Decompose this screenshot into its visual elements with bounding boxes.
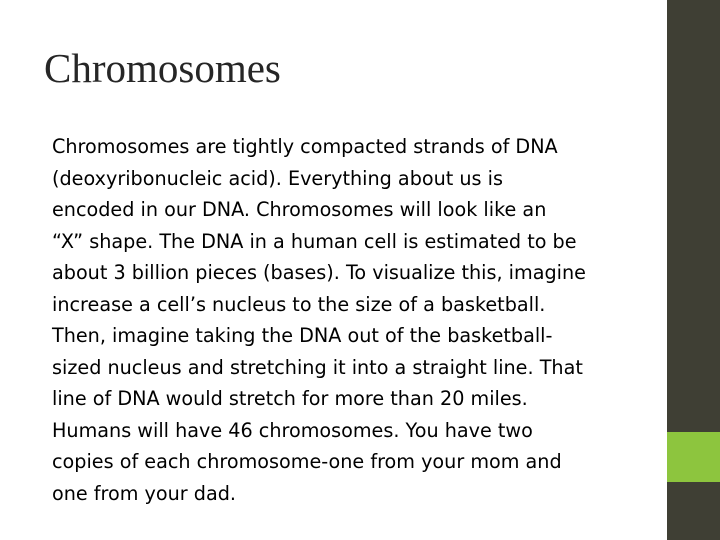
slide-title: Chromosomes xyxy=(44,45,281,91)
body-line: about 3 billion pieces (bases). To visualize this, imagine xyxy=(52,261,586,284)
slide-body-text xyxy=(52,131,652,509)
body-line: Chromosomes are tightly compacted strands of DNA xyxy=(52,135,558,158)
body-line: encoded in our DNA. Chromosomes will look like an xyxy=(52,198,547,221)
body-line: line of DNA would stretch for more than 20 miles. xyxy=(52,387,528,410)
body-line: sized nucleus and stretching it into a straight line. That xyxy=(52,355,583,379)
side-accent-block xyxy=(667,432,720,482)
body-line: “X” shape. The DNA in a human cell is estimated to be xyxy=(52,229,577,253)
body-line: one from your dad. xyxy=(52,481,237,505)
body-line: copies of each chromosome-one from your mom and xyxy=(52,450,562,473)
body-line: Humans will have 46 chromosomes. You have two xyxy=(52,418,533,442)
body-line: increase a cell’s nucleus to the size of a basketball. xyxy=(52,292,546,316)
body-line: Then, imagine taking the DNA out of the basketball- xyxy=(52,324,553,347)
body-line: (deoxyribonucleic acid). Everything about us is xyxy=(52,166,503,190)
